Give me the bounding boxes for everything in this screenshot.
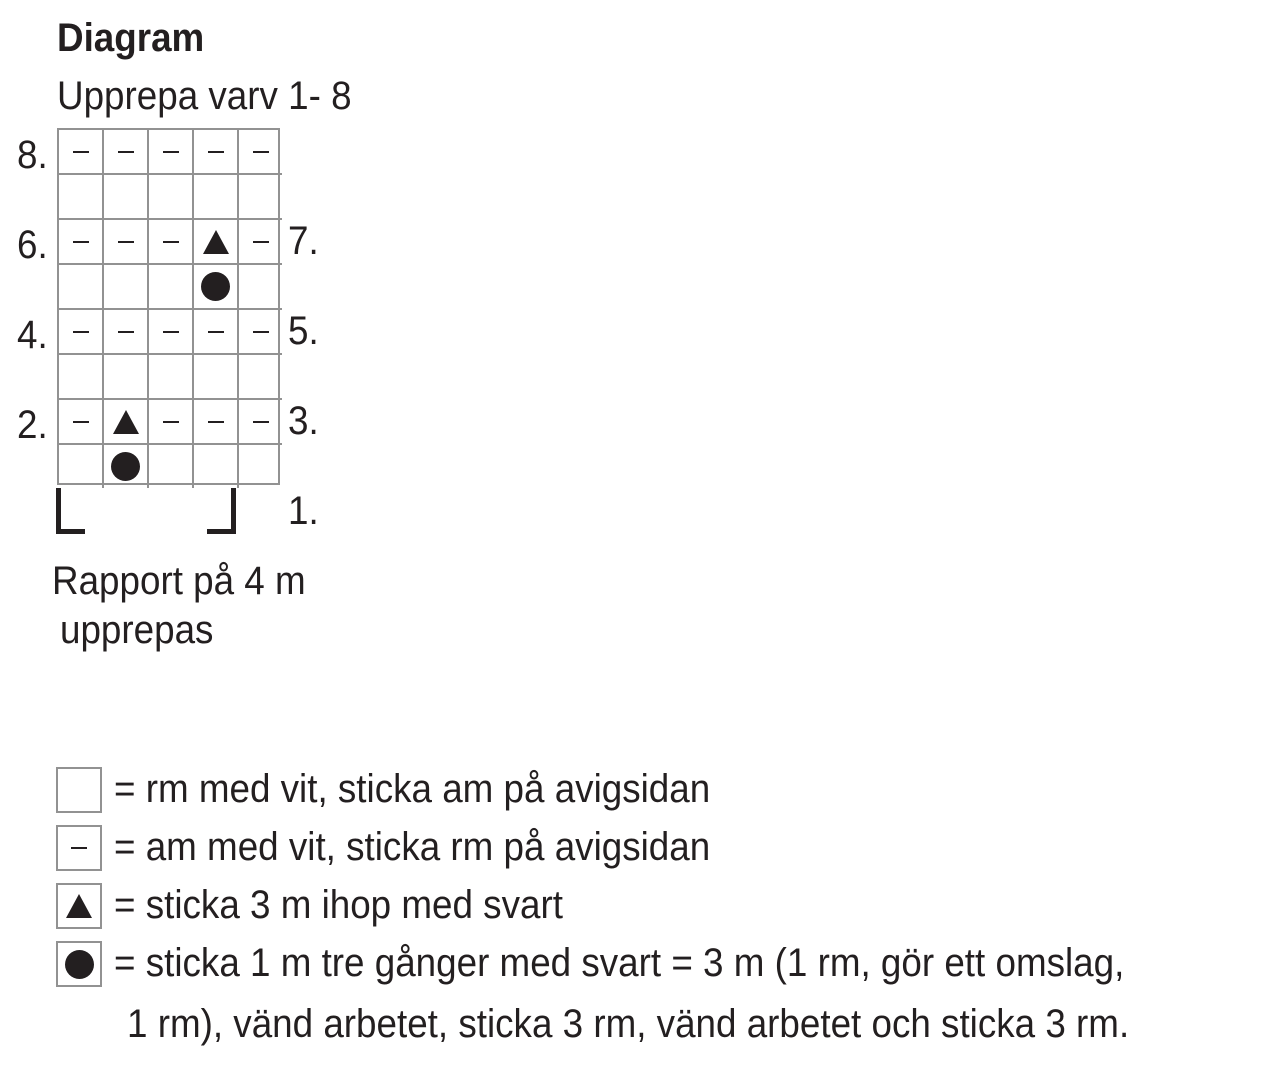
grid-cell xyxy=(104,355,149,400)
legend-text: = sticka 3 m ihop med svart xyxy=(114,883,563,927)
row-number-label: 8. xyxy=(17,133,48,177)
grid-cell xyxy=(194,220,239,265)
dot-icon xyxy=(111,452,140,481)
legend-symbol-box xyxy=(56,883,102,929)
triangle-icon xyxy=(66,894,92,918)
grid-cell xyxy=(104,130,149,175)
repeat-label: Rapport på 4 m xyxy=(52,559,306,603)
purl-dash-icon xyxy=(163,241,179,243)
grid-cell xyxy=(59,265,104,310)
repeat-bracket-left xyxy=(56,488,85,534)
grid-cell xyxy=(149,310,194,355)
repeat-label-2: upprepas xyxy=(60,608,214,652)
purl-dash-icon xyxy=(208,331,224,333)
purl-dash-icon xyxy=(163,421,179,423)
row-number-label: 1. xyxy=(288,489,319,533)
purl-dash-icon xyxy=(71,847,87,849)
purl-dash-icon xyxy=(163,151,179,153)
grid-cell xyxy=(149,130,194,175)
grid-cell xyxy=(239,265,282,310)
purl-dash-icon xyxy=(118,151,134,153)
grid-cell xyxy=(59,130,104,175)
legend-symbol-box xyxy=(56,825,102,871)
grid-cell xyxy=(239,310,282,355)
purl-dash-icon xyxy=(208,151,224,153)
grid-cell xyxy=(104,310,149,355)
legend-symbol-box xyxy=(56,767,102,813)
triangle-icon xyxy=(203,230,229,254)
grid-cell xyxy=(104,175,149,220)
diagram-subtitle: Upprepa varv 1- 8 xyxy=(57,74,352,118)
grid-cell xyxy=(194,310,239,355)
grid-cell xyxy=(194,445,239,488)
grid-cell xyxy=(239,400,282,445)
legend-text: = sticka 1 m tre gånger med svart = 3 m (1 rm, gör ett omslag, xyxy=(114,941,1125,985)
row-number-label: 3. xyxy=(288,399,319,443)
purl-dash-icon xyxy=(253,151,269,153)
grid-cell xyxy=(149,220,194,265)
purl-dash-icon xyxy=(208,421,224,423)
grid-cell xyxy=(104,265,149,310)
triangle-icon xyxy=(113,410,139,434)
grid-cell xyxy=(59,400,104,445)
dot-icon xyxy=(201,272,230,301)
purl-dash-icon xyxy=(73,241,89,243)
grid-cell xyxy=(239,445,282,488)
grid-cell xyxy=(149,445,194,488)
grid-cell xyxy=(104,445,149,488)
purl-dash-icon xyxy=(73,151,89,153)
grid-cell xyxy=(239,220,282,265)
grid-cell xyxy=(149,175,194,220)
grid-cell xyxy=(104,400,149,445)
grid-cell xyxy=(59,310,104,355)
purl-dash-icon xyxy=(253,421,269,423)
row-number-label: 5. xyxy=(288,309,319,353)
purl-dash-icon xyxy=(253,241,269,243)
purl-dash-icon xyxy=(73,331,89,333)
grid-cell xyxy=(239,355,282,400)
purl-dash-icon xyxy=(253,331,269,333)
purl-dash-icon xyxy=(73,421,89,423)
row-number-label: 6. xyxy=(17,223,48,267)
grid-cell xyxy=(59,220,104,265)
legend-symbol-box xyxy=(56,941,102,987)
row-number-label: 7. xyxy=(288,219,319,263)
legend-text-continuation: 1 rm), vänd arbetet, sticka 3 rm, vänd arbetet och sticka 3 rm. xyxy=(127,1002,1130,1046)
grid-cell xyxy=(194,130,239,175)
row-number-label: 2. xyxy=(17,403,48,447)
grid-cell xyxy=(239,175,282,220)
repeat-bracket-right xyxy=(207,488,236,534)
grid-cell xyxy=(149,400,194,445)
grid-cell xyxy=(194,355,239,400)
grid-cell xyxy=(59,355,104,400)
grid-cell xyxy=(149,355,194,400)
grid-cell xyxy=(149,265,194,310)
row-number-label: 4. xyxy=(17,313,48,357)
purl-dash-icon xyxy=(163,331,179,333)
chart-grid xyxy=(57,128,280,485)
grid-cell xyxy=(239,130,282,175)
grid-cell xyxy=(59,445,104,488)
purl-dash-icon xyxy=(118,331,134,333)
grid-cell xyxy=(194,400,239,445)
purl-dash-icon xyxy=(118,241,134,243)
legend-text: = am med vit, sticka rm på avigsidan xyxy=(114,825,711,869)
diagram-title: Diagram xyxy=(57,16,205,60)
grid-cell xyxy=(194,175,239,220)
legend-text: = rm med vit, sticka am på avigsidan xyxy=(114,767,711,811)
grid-cell xyxy=(194,265,239,310)
dot-icon xyxy=(65,950,94,979)
grid-cell xyxy=(59,175,104,220)
grid-cell xyxy=(104,220,149,265)
